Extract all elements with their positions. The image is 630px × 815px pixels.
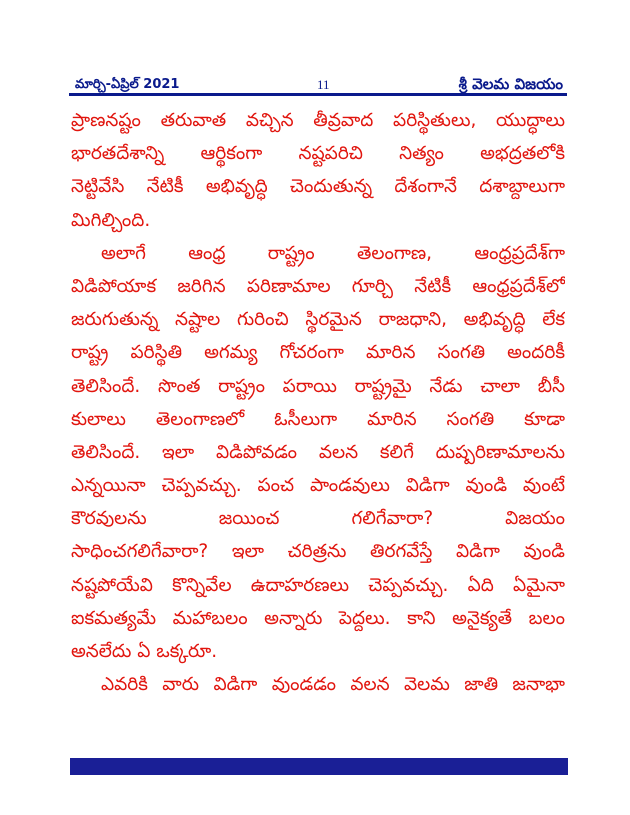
body-line: ఎన్నయినా చెప్పవచ్చు. పంచ పాండవులు విడిగా వుండి వుంటే bbox=[71, 475, 565, 497]
body-line: జరుగుతున్న నష్టాల గురించి స్థిరమైన రాజధాని, అభివృద్ధి లేక bbox=[71, 309, 565, 331]
page-header bbox=[69, 76, 567, 96]
body-line: తెలిసిందే. సొంత రాష్ట్రం పరాయి రాష్ట్రమై నేడు చాలా బీసీ bbox=[71, 375, 565, 397]
body-line: కౌరవులను జయించ గలిగేవారా? విజయం bbox=[71, 508, 565, 530]
body-line: విడిపోయాక జరిగిన పరిణామాల గూర్చి నేటికీ ఆంధ్రప్రదేశ్‌లో bbox=[71, 275, 565, 297]
body-line: నష్టపోయేవి కొన్నివేల ఉదాహరణలు చెప్పవచ్చు. ఏది ఏమైనా bbox=[71, 574, 565, 596]
body-line: అలాగే ఆంధ్ర రాష్ట్రం తెలంగాణ, ఆంధ్రప్రదేశ్‌గా bbox=[101, 242, 565, 264]
body-line: ప్రాణనష్టం తరువాత వచ్చిన తీవ్రవాద పరిస్థితులు, యుద్ధాలు bbox=[71, 110, 565, 131]
body-line: భారతదేశాన్ని ఆర్థికంగా నష్టపరిచి నిత్యం అభద్రతలోకి bbox=[71, 143, 565, 165]
magazine-title: శ్రీ వెలమ విజయం bbox=[458, 75, 563, 93]
issue-date: మార్చి-ఏప్రిల్ 2021 bbox=[75, 77, 180, 92]
body-line: నెట్టివేసి నేటికీ అభివృద్ధి చెందుతున్న దేశంగానే దశాబ్దాలుగా bbox=[71, 176, 565, 198]
body-line: తెలిసిందే. ఇలా విడిపోవడం వలన కలిగే దుష్పరిణామాలను bbox=[71, 441, 565, 463]
article-body bbox=[71, 104, 565, 754]
footer-bar bbox=[70, 758, 568, 775]
body-line: సాధించగలిగేవారా? ఇలా చరిత్రను తిరగవేస్తే విడిగా వుండి bbox=[71, 541, 565, 563]
page-number: 11 bbox=[317, 77, 330, 92]
body-line: ఐకమత్యమే మహాబలం అన్నారు పెద్దలు. కాని అనైక్యతే బలం bbox=[71, 607, 565, 629]
body-line: అనలేదు ఏ ఒక్కరూ. bbox=[71, 641, 218, 662]
body-line: రాష్ట్ర పరిస్థితి అగమ్య గోచరంగా మారిన సంగతి అందరికీ bbox=[71, 342, 565, 364]
body-line: మిగిల్చింది. bbox=[71, 209, 151, 231]
body-line: కులాలు తెలంగాణలో ఓసీలుగా మారిన సంగతి కూడా bbox=[71, 408, 565, 430]
body-line: ఎవరికి వారు విడిగా వుండడం వలన వెలమ జాతి జనాభా bbox=[101, 674, 565, 696]
